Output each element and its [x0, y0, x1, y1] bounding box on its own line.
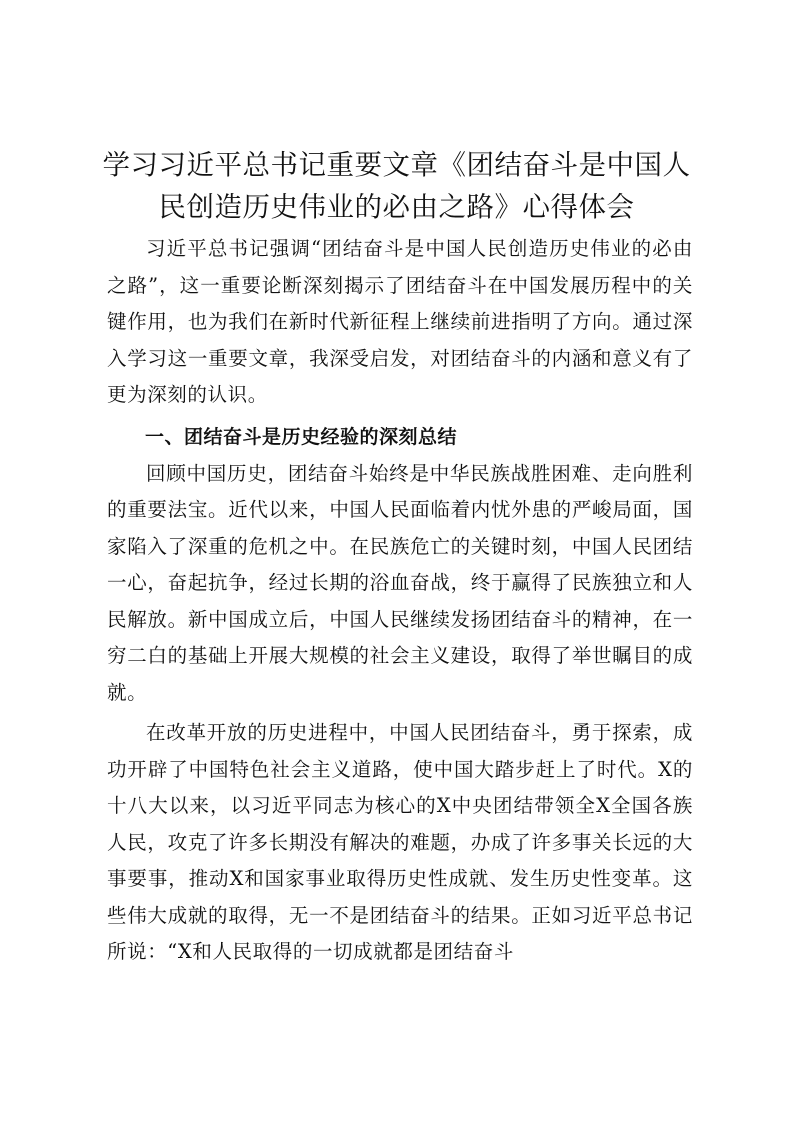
section-heading-1: 一、团结奋斗是历史经验的深刻总结: [145, 425, 458, 448]
document-title: 学习习近平总书记重要文章《团结奋斗是中国人民创造历史伟业的必由之路》心得体会: [102, 149, 691, 223]
section1-paragraph-2: 在改革开放的历史进程中，中国人民团结奋斗，勇于探索，成功开辟了中国特色社会主义道路，使中国大踏步赶上了时代。X的十八大以来，以习近平同志为核心的X中央团结带领全X全国各族人民，攻克了许多长期没有解决的难题，办成了许多事关长远的大事要事，推动X和国家事业取得历史性成就、发生历史性变革。这些伟大成就的取得，无一不是团结奋斗的结果。正如习近平总书记所说：“X和人民取得的一切成就都是团结奋斗: [107, 721, 693, 963]
section1-paragraph-1: 回顾中国历史，团结奋斗始终是中华民族战胜困难、走向胜利的重要法宝。近代以来，中国人民面临着内忧外患的严峻局面，国家陷入了深重的危机之中。在民族危亡的关键时刻，中国人民团结一心，奋起抗争，经过长期的浴血奋战，终于赢得了民族独立和人民解放。新中国成立后，中国人民继续发扬团结奋斗的精神，在一穷二白的基础上开展大规模的社会主义建设，取得了举世瞩目的成就。: [107, 461, 693, 704]
document-body: [107, 231, 693, 971]
intro-paragraph: 习近平总书记强调“团结奋斗是中国人民创造历史伟业的必由之路”，这一重要论断深刻揭示了团结奋斗在中国发展历程中的关键作用，也为我们在新时代新征程上继续前进指明了方向。通过深入学习这一重要文章，我深受启发，对团结奋斗的内涵和意义有了更为深刻的认识。: [107, 237, 693, 406]
